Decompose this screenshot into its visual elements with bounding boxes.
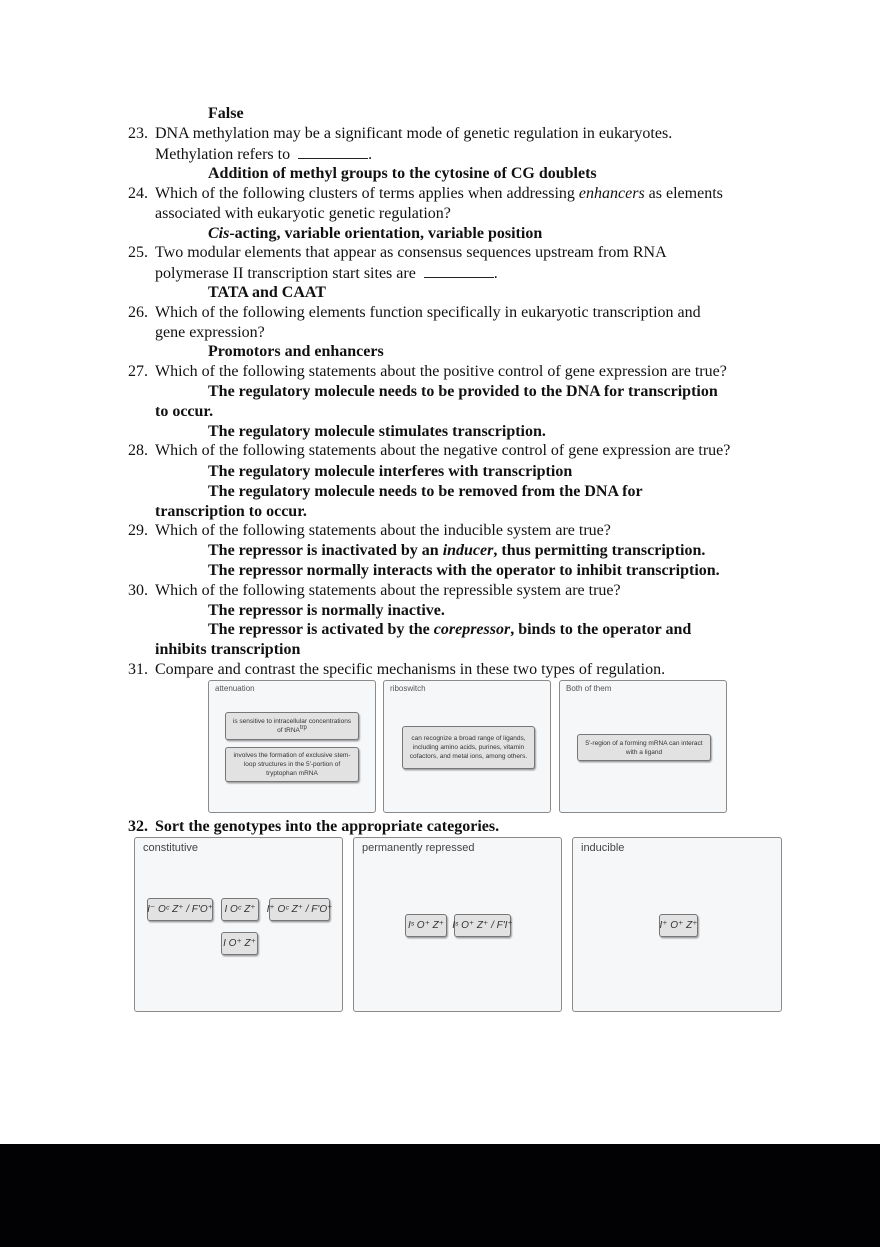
category-label: riboswitch <box>390 684 426 693</box>
answer-text: The repressor is normally inactive. <box>208 602 445 619</box>
question-text <box>155 144 372 165</box>
answer-part: -acting, variable orientation, variable position <box>229 225 543 242</box>
question-number: 24. <box>128 185 148 202</box>
question-text: Sort the genotypes into the appropriate categories. <box>155 818 500 835</box>
genotype-chip[interactable]: I Oᶜ Z⁺ <box>221 898 259 921</box>
draggable-chip[interactable] <box>577 734 711 761</box>
answer-part: The repressor is activated by the <box>208 621 434 638</box>
answer-part: , thus permitting transcription. <box>493 542 706 559</box>
question-text: Which of the following statements about the negative control of gene expression are true? <box>155 442 731 459</box>
bottom-black-bar <box>0 1144 880 1247</box>
question-text: associated with eukaryotic genetic regulation? <box>155 205 451 222</box>
question-text: Which of the following statements about the repressible system are true? <box>155 582 621 599</box>
answer-italic: inducer <box>442 542 494 559</box>
question-number: 28. <box>128 442 148 459</box>
answer-text <box>208 620 691 640</box>
question-text: DNA methylation may be a significant mode of genetic regulation in eukaryotes. <box>155 125 673 142</box>
question-text-part: . <box>368 146 373 163</box>
answer-text: transcription to occur. <box>155 503 307 520</box>
answer-text: Promotors and enhancers <box>208 343 384 360</box>
category-label: inducible <box>581 842 625 854</box>
chip-text: 5'-region of a forming mRNA can interact with a ligand <box>585 739 703 756</box>
genotype-chip[interactable]: I O⁺ Z⁺ <box>221 932 258 955</box>
category-box-both[interactable] <box>559 680 727 813</box>
question-number: 32. <box>128 818 148 835</box>
question-number: 29. <box>128 522 148 539</box>
fill-blank <box>424 263 494 278</box>
category-label: Both of them <box>566 684 612 693</box>
draggable-chip[interactable] <box>402 726 535 769</box>
genotype-chip[interactable]: Iˢ O⁺ Z⁺ <box>405 914 447 937</box>
category-box-permanently-repressed[interactable] <box>353 837 562 1012</box>
answer-text: TATA and CAAT <box>208 284 326 301</box>
question-text-part: . <box>493 265 498 282</box>
answer-prev: False <box>208 105 244 122</box>
answer-text: The regulatory molecule needs to be removed from the DNA for <box>208 483 643 500</box>
question-text <box>155 263 498 284</box>
fill-blank <box>298 144 368 159</box>
answer-part: , binds to the operator and <box>510 621 692 638</box>
answer-text: to occur. <box>155 403 214 420</box>
genotype-chip[interactable]: I⁺ Oᶜ Z⁺ / F'O⁺ <box>269 898 330 921</box>
chip-text-main: is sensitive to intracellular concentrations of tRNA <box>232 718 352 734</box>
category-label: constitutive <box>143 842 199 854</box>
chip-text-sup: trp <box>299 724 307 731</box>
question-text: Compare and contrast the specific mechanisms in these two types of regulation. <box>155 661 666 678</box>
question-text: Which of the following statements about the inducible system are true? <box>155 522 611 539</box>
question-text-part: as elements <box>644 185 723 202</box>
category-box-constitutive[interactable] <box>134 837 343 1012</box>
genotype-chip[interactable]: I⁻ Oᶜ Z⁺ / F'O⁺ <box>147 898 213 921</box>
question-text-part: Which of the following clusters of terms applies when addressing <box>155 185 579 202</box>
question-text: Which of the following elements function specifically in eukaryotic transcription and <box>155 304 701 321</box>
draggable-chip[interactable] <box>225 712 359 740</box>
answer-text: The repressor normally interacts with the operator to inhibit transcription. <box>208 562 720 579</box>
chip-text: involves the formation of exclusive stem-loop structures in the 5'-portion of tryptophan mRNA <box>233 752 351 777</box>
question-text <box>155 184 723 204</box>
answer-text: Addition of methyl groups to the cytosine of CG doublets <box>208 165 597 182</box>
category-label: attenuation <box>215 684 255 693</box>
question-number: 30. <box>128 582 148 599</box>
question-text-part: polymerase II transcription start sites are <box>155 265 416 282</box>
draggable-chip[interactable] <box>225 747 359 782</box>
answer-text: The regulatory molecule stimulates transcription. <box>208 423 546 440</box>
answer-text: The regulatory molecule interferes with transcription <box>208 463 573 480</box>
genotype-chip[interactable]: I⁺ O⁺ Z⁺ <box>659 914 698 937</box>
question-number: 31. <box>128 661 148 678</box>
question-number: 23. <box>128 125 148 142</box>
category-label: permanently repressed <box>362 842 475 854</box>
category-box-attenuation[interactable] <box>208 680 376 813</box>
question-text: Which of the following statements about the positive control of gene expression are true? <box>155 363 727 380</box>
chip-text <box>230 717 354 735</box>
question-text-part: Methylation refers to <box>155 146 291 163</box>
question-text: Two modular elements that appear as consensus sequences upstream from RNA <box>155 244 667 261</box>
question-number: 27. <box>128 363 148 380</box>
answer-italic: Cis <box>208 225 230 242</box>
chip-text: can recognize a broad range of ligands, including amino acids, purines, vitamin cofactors, and metal ions, among others. <box>409 735 528 760</box>
answer-text: The regulatory molecule needs to be provided to the DNA for transcription <box>208 383 718 400</box>
answer-text <box>208 541 705 561</box>
answer-part: The repressor is inactivated by an <box>208 542 443 559</box>
category-box-riboswitch[interactable] <box>383 680 551 813</box>
category-box-inducible[interactable] <box>572 837 782 1012</box>
genotype-chip[interactable]: Iˢ O⁺ Z⁺ / F'I⁺ <box>454 914 511 937</box>
question-number: 26. <box>128 304 148 321</box>
answer-text <box>208 224 542 244</box>
answer-italic: corepressor <box>433 621 511 638</box>
question-text-italic: enhancers <box>578 185 645 202</box>
question-text: gene expression? <box>155 324 265 341</box>
question-number: 25. <box>128 244 148 261</box>
answer-text: inhibits transcription <box>155 641 301 658</box>
